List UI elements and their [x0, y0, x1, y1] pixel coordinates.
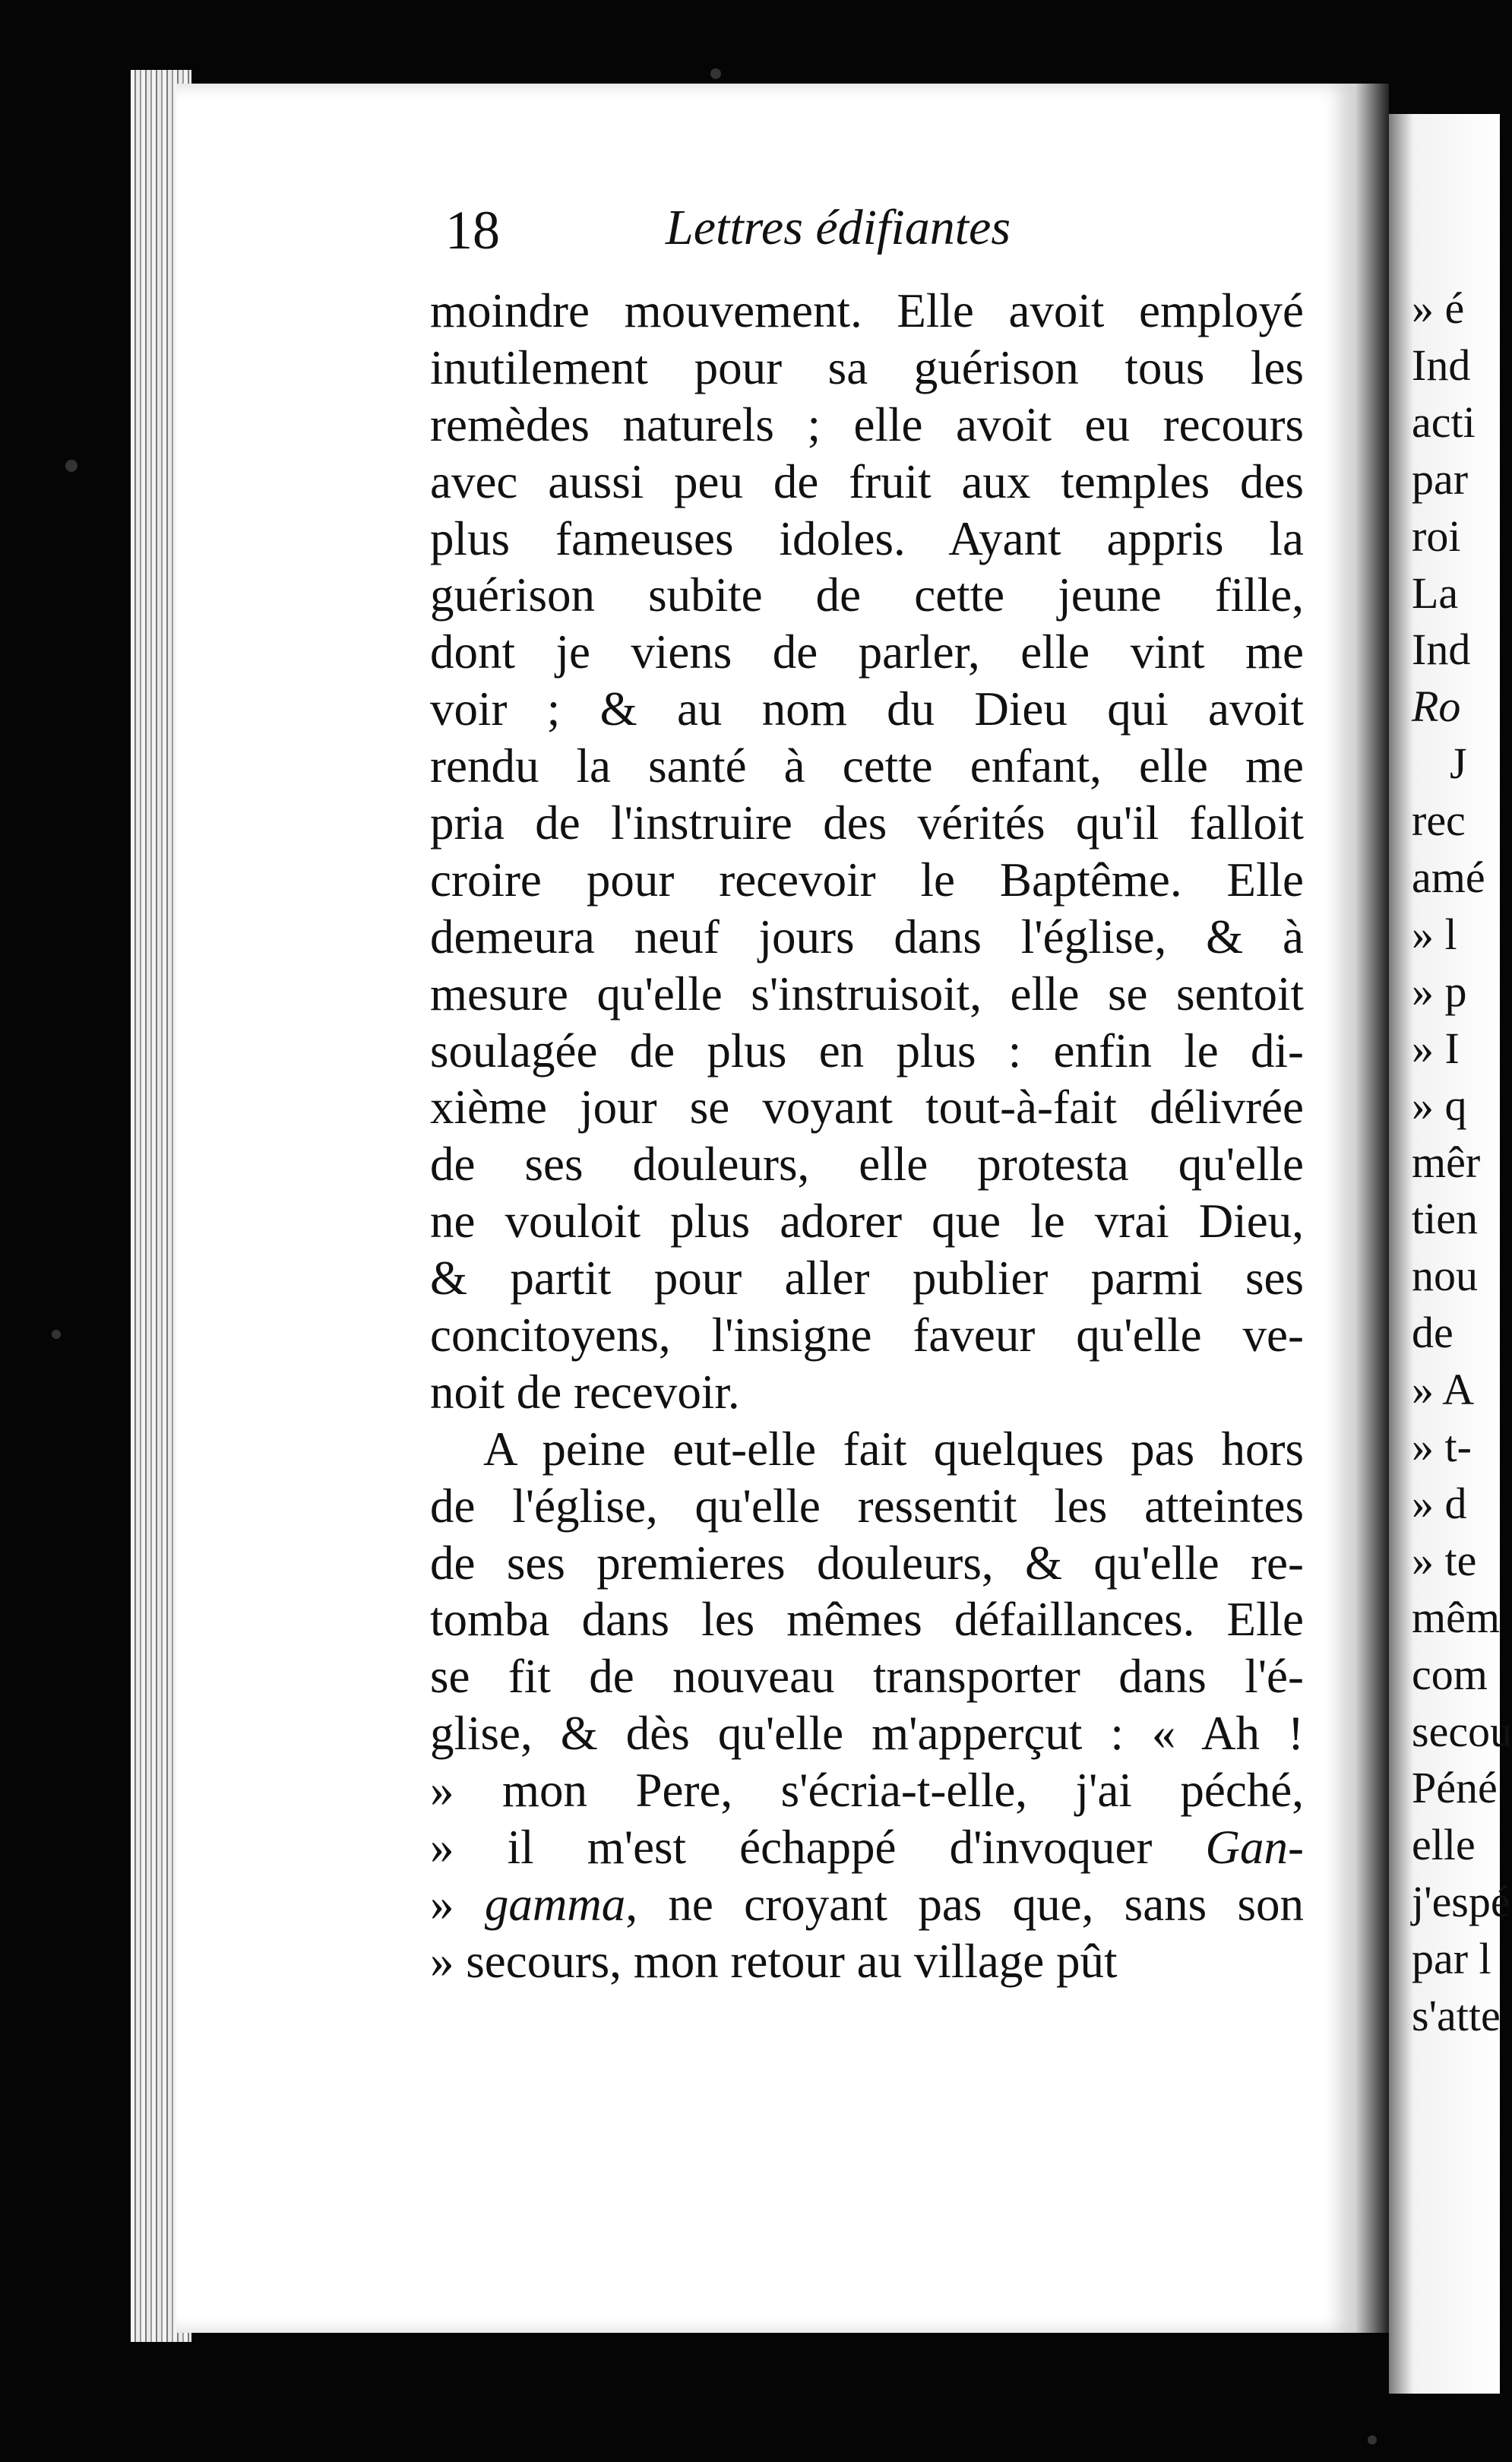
- text-line: noit de recevoir.: [430, 1365, 740, 1419]
- text-line: voir ; & au nom du Dieu qui avoit: [430, 682, 1304, 736]
- facing-page-line: amé: [1412, 853, 1485, 902]
- facing-page-line: j'espé: [1412, 1877, 1510, 1927]
- text-line: plus fameuses idoles. Ayant appris la: [430, 511, 1304, 565]
- facing-page-line: rec: [1412, 796, 1466, 846]
- text-line: de ses premieres douleurs, & qu'elle re-: [430, 1536, 1304, 1590]
- text-line: » mon Pere, s'écria-t-elle, j'ai péché,: [430, 1764, 1304, 1818]
- text-line: » secours, mon retour au village pût: [430, 1934, 1118, 1988]
- text-line: & partit pour aller publier parmi ses: [430, 1252, 1304, 1305]
- facing-page-line: Péné: [1412, 1763, 1498, 1813]
- text-line: dont je viens de parler, elle vint me: [430, 625, 1304, 679]
- text-line: pria de l'instruire des vérités qu'il falloit: [430, 796, 1304, 850]
- text-line: guérison subite de cette jeune fille,: [430, 568, 1304, 622]
- facing-page-line: » d: [1412, 1478, 1467, 1528]
- page-header: [445, 199, 1304, 275]
- text-line: concitoyens, l'insigne faveur qu'elle ve-: [430, 1309, 1304, 1362]
- text-line: ne vouloit plus adorer que le vrai Dieu,: [430, 1195, 1304, 1248]
- paper-speck: [52, 1330, 61, 1339]
- facing-page-line: » te: [1412, 1535, 1477, 1585]
- facing-page-line: » A: [1412, 1365, 1475, 1415]
- text-line: xième jour se voyant tout-à-fait délivrée: [430, 1081, 1304, 1134]
- text-line: de l'église, qu'elle ressentit les atteintes: [430, 1479, 1304, 1533]
- italic-name: Gan-: [1205, 1821, 1304, 1875]
- facing-page-line: de: [1412, 1308, 1453, 1358]
- facing-page-line: » q: [1412, 1080, 1467, 1130]
- facing-page-line: » é: [1412, 283, 1465, 333]
- facing-page-line: » l: [1412, 909, 1457, 959]
- italic-name: gamma: [484, 1877, 626, 1931]
- facing-page-line: Ro: [1412, 682, 1461, 732]
- text-line: » gamma, ne croyant pas que, sans son: [430, 1877, 1304, 1931]
- text-line: » il m'est échappé d'invoquer Gan-: [430, 1821, 1304, 1875]
- facing-page-line: » p: [1412, 966, 1467, 1016]
- running-head: Lettres édifiantes: [666, 200, 1011, 255]
- paper-speck: [65, 460, 77, 472]
- paper-speck: [710, 68, 721, 79]
- text-line: glise, & dès qu'elle m'apperçut : « Ah !: [430, 1707, 1304, 1761]
- facing-page-line: J: [1450, 739, 1467, 789]
- paper-speck: [1368, 2435, 1377, 2445]
- text-line: soulagée de plus en plus : enfin le di-: [430, 1024, 1304, 1078]
- page-number: 18: [445, 200, 500, 261]
- facing-page-line: secou: [1412, 1706, 1512, 1756]
- facing-page-line: roi: [1412, 511, 1461, 561]
- facing-page-line: acti: [1412, 397, 1476, 447]
- text-line: A peine eut-elle fait quelques pas hors: [483, 1422, 1304, 1476]
- facing-page-line: » I: [1412, 1023, 1460, 1073]
- facing-page-line: mêr: [1412, 1137, 1481, 1187]
- facing-page-line: Ind: [1412, 625, 1471, 675]
- facing-page-line: par l: [1412, 1934, 1491, 1984]
- facing-page-line: La: [1412, 568, 1459, 618]
- facing-page-line: nou: [1412, 1251, 1478, 1301]
- body-text: [430, 283, 1304, 1990]
- text-line: remèdes naturels ; elle avoit eu recours: [430, 397, 1304, 451]
- text-line: avec aussi peu de fruit aux temples des: [430, 454, 1304, 508]
- text-line: de ses douleurs, elle protesta qu'elle: [430, 1138, 1304, 1191]
- facing-page-line: com: [1412, 1649, 1488, 1699]
- facing-page-line: Ind: [1412, 340, 1471, 390]
- text-line: mesure qu'elle s'instruisoit, elle se sentoit: [430, 967, 1304, 1021]
- book-gutter: [1354, 84, 1389, 2333]
- facing-page-line: par: [1412, 454, 1469, 504]
- text-line: croire pour recevoir le Baptême. Elle: [430, 853, 1304, 907]
- text-line: tomba dans les mêmes défaillances. Elle: [430, 1593, 1304, 1647]
- text-line: rendu la santé à cette enfant, elle me: [430, 739, 1304, 793]
- text-line: moindre mouvement. Elle avoit employé: [430, 284, 1304, 337]
- text-line: demeura neuf jours dans l'église, & à: [430, 910, 1304, 964]
- facing-page-line: s'atte: [1412, 1991, 1501, 2040]
- facing-page-line: elle: [1412, 1820, 1476, 1870]
- facing-page-line: mêm: [1412, 1592, 1500, 1642]
- text-line: inutilement pour sa guérison tous les: [430, 340, 1304, 394]
- text-line: se fit de nouveau transporter dans l'é-: [430, 1650, 1304, 1704]
- facing-page: [1389, 114, 1512, 2394]
- facing-page-line: » t-: [1412, 1422, 1472, 1471]
- facing-page-line: tien: [1412, 1194, 1478, 1244]
